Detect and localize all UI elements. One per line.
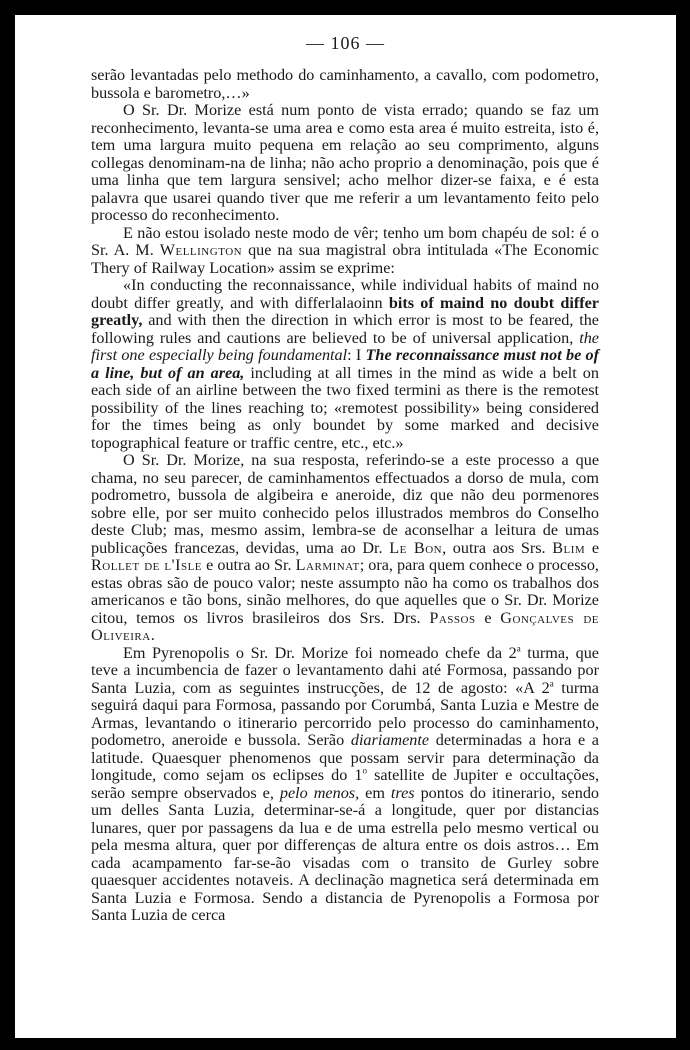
book-page [15,15,676,1038]
paragraph-2: O Sr. Dr. Morize está num ponto de vista errado; quando se faz um reconhecimento, levanta-se uma area e como esta area é muito estreita, isto é, tem uma largura muito pequena em relação ao seu comprimento, alguns collegas denominam-na de linha; não acho proprio a denominação, pois que é uma linha que tem largura sensivel; acho melhor dizer-se faixa, e é esta palavra que usarei quando tiver que me referir a um levantamento feito pelo processo do reconhecimento. [91,101,599,224]
page-number: — 106 — [306,33,385,53]
bold-duplicated-text: bits of maind no doubt differ greatly, [91,293,599,329]
paragraph-1: serão levantadas pelo methodo do caminhamento, a cavallo, com podometro, bussola e barometro,…» [91,66,599,102]
paragraph-3: E não estou isolado neste modo de vêr; tenho um bom chapéu de sol: é o Sr. A. M. Wellington que na sua magistral obra intitulada «The Economic Thery of Railway Location» assim se exprime: [91,223,599,277]
paragraph-6: Em Pyrenopolis o Sr. Dr. Morize foi nomeado chefe da 2$^a$ turma, que teve a incumbencia de fazer o levantamento dahi até Formosa, passando por Santa Luzia, com as seguintes instrucções, de 12 de agosto: «A 2$^a$ turma seguirá daqui para Formosa, passando por Corumbá, Santa Luzia e Mestre de Armas, levantando o itinerario percorrido pelo processo do caminhamento, podometro, aneroide e bussola. Serão diariamente determinadas a hora e a latitude. Quaesquer phenomenos que possam servir para determinação da longitude, como sejam os eclipses do 1$^o$ satellite de Jupiter e occultações, serão sempre observados e, pelo menos, em tres pontos do itinerario, sendo um delles Santa Luzia, determinar-se-á a longitude, quer por distancias lunares, quer por passagens da lua e de uma estrella pelo mesmo vertical ou pela mesma altura, quer por differenças de altura entre os dois astros… Em cada acampamento far-se-ão visadas com o transito de Gurley sobre quaesquer accidentes notaveis. A declinação magnetica será determinada em Santa Luzia e Formosa. Sendo a distancia de Pyrenopolis a Formosa por Santa Luzia de cerca [91,643,600,924]
body-text [91,67,599,925]
paragraph-4-quote: «In conducting the reconnaissance, while individual habits of maind no doubt differ greatly, and with differlalaoinn bits of maind no doubt differ greatly, and with then the direction in which error is most to be feared, the following rules and cautions are believed to be of universal application, the first one especially being foundamental: I The reconnaissance must not be of a line, but of an area, including at all times in the mind as wide a belt on each side of an airline between the two fixed termini as there is the remotest possibility of the lines reaching to; «remotest possibility» being considered for the times being as only boundet by some marked and decisive topographical feature or traffic centre, etc., etc.» [91,276,600,452]
author-name: Wellington [159,241,243,259]
paragraph-5: O Sr. Dr. Morize, na sua resposta, referindo-se a este processo a que chama, no seu parecer, de caminhamentos effectuados a dorso de mula, com podrometro, bussola de algibeira e aneroide, diz que não deu pormenores sobre elle, por ser muito conhecido pelos illustrados membros do Conselho deste Club; mas, mesmo assim, lembra-se de aconselhar a leitura de umas publicações francezas, devidas, uma ao Dr. Le Bon, outra aos Srs. Blim e Rollet de l'Isle e outra ao Sr. Larminat; ora, para quem conhece o processo, estas obras são de pouco valor; neste assumpto não ha como os trabalhos dos americanos e tão bons, sinão melhores, do que aquelles que o Sr. Dr. Morize citou, temos os livros brasileiros dos Srs. Drs. Passos e Gonçalves de Oliveira. [91,451,600,644]
